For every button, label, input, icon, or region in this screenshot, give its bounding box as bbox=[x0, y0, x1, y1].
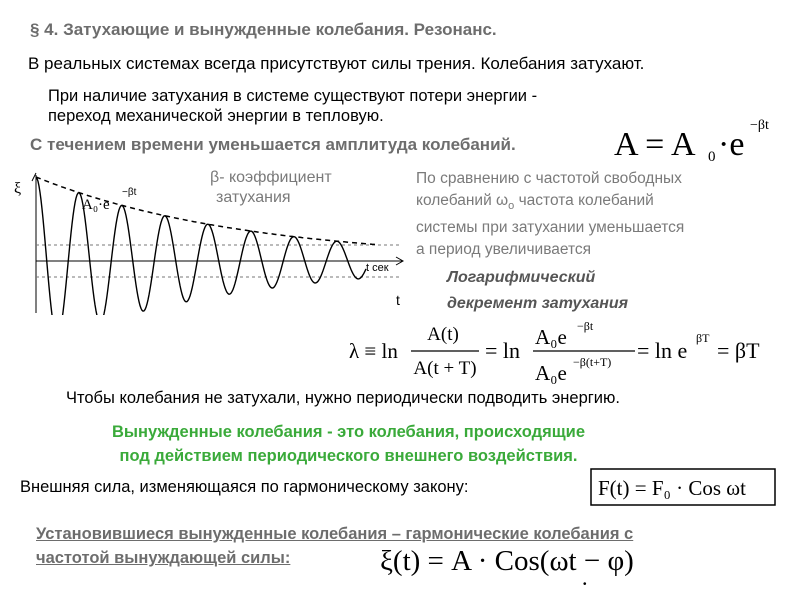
steady-formula-svg bbox=[378, 538, 678, 580]
forced-line-1: Вынужденные колебания - это колебания, происходящие bbox=[112, 423, 586, 441]
fraction2-den: A₀e bbox=[535, 361, 567, 385]
intro-text: В реальных системах всегда присутствуют силы трения. Колебания затухают. bbox=[28, 54, 645, 73]
decrement-formula-svg bbox=[345, 318, 785, 386]
x-axis-label: t bbox=[396, 292, 400, 308]
steady-state-formula bbox=[378, 538, 678, 585]
log-line-1: Логарифмический bbox=[447, 269, 596, 286]
amplitude-decrease-text: С течением времени уменьшается амплитуда колебаний. bbox=[30, 135, 516, 154]
formula-a-mid: ·e bbox=[718, 126, 745, 163]
steady-line-1: Установившиеся вынужденные колебания – гармонические колебания с bbox=[36, 525, 634, 543]
envelope-label: A₀·e bbox=[82, 197, 110, 213]
beta-line-2: затухания bbox=[216, 189, 291, 206]
formula-a-lhs: A = A bbox=[614, 126, 696, 163]
beta-line-1: β- коэффициент bbox=[210, 169, 332, 186]
force-formula-svg bbox=[590, 468, 780, 508]
y-axis-arrow bbox=[32, 173, 36, 181]
compare-line-3: системы при затухании уменьшается bbox=[416, 219, 685, 237]
envelope-exponent: −βt bbox=[122, 187, 137, 198]
bullet-dot: • bbox=[583, 579, 587, 590]
y-axis-label: ξ bbox=[14, 180, 22, 197]
energy-supply-text: Чтобы колебания не затухали, нужно периодически подводить энергию. bbox=[66, 389, 620, 407]
frequency-comparison-text bbox=[416, 168, 684, 261]
compare-line-2b: частота колебаний bbox=[514, 192, 654, 209]
energy-loss-line-1: При наличие затухания в системе существуют потери энергии - bbox=[48, 87, 538, 105]
page-title: § 4. Затухающие и вынужденные колебания. Резонанс. bbox=[30, 20, 497, 39]
energy-loss-line-2: переход механической энергии в тепловую. bbox=[48, 107, 384, 125]
compare-line-1: По сравнению с частотой свободных bbox=[416, 170, 682, 187]
decrement-formula bbox=[345, 318, 785, 391]
eq2-part: = ln e bbox=[637, 338, 688, 363]
damped-oscillation-graph bbox=[8, 165, 408, 320]
lambda-part: λ ≡ ln bbox=[349, 339, 398, 363]
graph-svg bbox=[8, 165, 408, 315]
compare-line-4: а период увеличивается bbox=[416, 241, 592, 259]
steady-line-2: частотой вынуждающей силы: bbox=[36, 549, 291, 567]
external-force-text: Внешняя сила, изменяющаяся по гармоническому закону: bbox=[20, 478, 469, 496]
fraction1-num: A(t) bbox=[427, 324, 459, 345]
beta-coefficient-text bbox=[210, 168, 332, 208]
amplitude-formula-svg bbox=[612, 115, 782, 163]
eq2-exp: βT bbox=[696, 331, 710, 345]
force-formula-text: F(t) = F₀ · Cos ωt bbox=[598, 476, 746, 500]
log-decrement-heading bbox=[447, 265, 628, 317]
fraction2-num: A₀e bbox=[535, 325, 567, 349]
fraction1-den: A(t + T) bbox=[413, 358, 477, 379]
log-line-2: декремент затухания bbox=[447, 295, 629, 312]
fraction2-den-exp: −β(t+T) bbox=[573, 355, 612, 369]
formula-a-exp: −βt bbox=[750, 118, 769, 133]
omega-subscript: о bbox=[508, 200, 515, 213]
forced-oscillation-definition bbox=[112, 420, 585, 468]
eq1-part: = ln bbox=[485, 338, 521, 363]
fraction2-num-exp: −βt bbox=[577, 319, 594, 333]
forced-line-2: под действием периодического внешнего воздействия. bbox=[119, 447, 578, 465]
energy-loss-text bbox=[48, 86, 537, 126]
time-label: t сек bbox=[366, 262, 389, 274]
force-formula bbox=[590, 468, 780, 513]
formula-a-sub: 0 bbox=[708, 149, 716, 163]
compare-line-2 bbox=[416, 190, 684, 217]
amplitude-formula bbox=[612, 115, 782, 168]
compare-line-2a: колебаний ω bbox=[416, 192, 509, 209]
tail-part: = βT bbox=[717, 338, 760, 363]
steady-formula-text: ξ(t) = A · Cos(ωt − φ) bbox=[380, 545, 634, 577]
